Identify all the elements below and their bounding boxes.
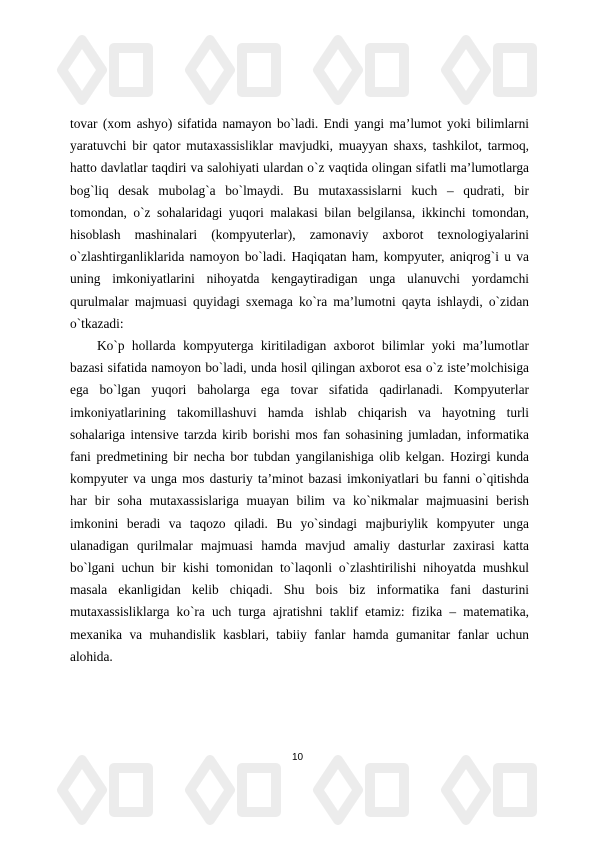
document-body [70,113,529,668]
paragraph-2: Ko`p hollarda kompyuterga kiritiladigan axborot bilimlar yoki ma’lumotlar bazasi sifatida namoyon bo`ladi, unda hosil qilingan axborot esa o`z iste’molchisiga ega bo`lgan yuqori baholarga ega tovar sifatida qadirlanadi. Kompyuterlar imkoniyatlarining takomillashuvi hamda ishlab chiqarish va hayotning turli sohalariga intensive tarzda kirib borishi mos fan sohasining jumladan, informatika fani predmetining bir necha bor tubdan yangilanishiga olib kelgan. Hozirgi kunda kompyuter va unga mos dasturiy ta’minot bazasi imkoniyatlari bu fanni o`qitishda har bir soha mutaxassislariga muayan bilim va ko`nikmalar majmuasini berish imkonini beradi va taqozo qiladi. Bu yo`sindagi majburiylik kompyuter unga ulanadigan qurilmalar majmuasi hamda mavjud amaliy dasturlar zaxirasi katta bo`lgani uchun bir kishi tomonidan to`laqonli o`zlashtirilishi nihoyatda mushkul masala ekanligidan kelib chiqadi. Shu bois biz informatika fani dasturini mutaxassisliklarga ko`ra uch turga ajratishni taklif etamiz: fizika – matematika, mexanika va muhandislik kasblari, tabiiy fanlar hamda gumanitar fanlar uchun alohida. [70,338,529,664]
page-number: 10 [291,752,304,763]
paragraph-1: tovar (xom ashyo) sifatida namayon bo`ladi. Endi yangi ma’lumot yoki bilimlarni yaratuvchi bir qator mutaxassisliklar mavjudki, muayyan shaxs, tashkilot, tarmoq, hatto davlatlar taqdiri va salohiyati ulardan o`z vaqtida olingan sifatli ma’lumotlarga bog`liq desak mubolag`a bo`lmaydi. Bu mutaxassislarni kuch – qudrati, bir tomondan, o`z sohalaridagi yuqori malakasi bilan belgilansa, ikkinchi tomondan, hisoblash mashinalari (kompyuterlar), zamonaviy axborot texnologiyalarini o`zlashtirganliklarida namoyon bo`ladi. Haqiqatan ham, kompyuter, aniqrog`i u va uning imkoniyatlarini nihoyatda kengaytiradigan unga ulanuvchi yordamchi qurulmalar majmuasi quyidagi sxemaga ko`ra ma’lumotni qayta ishlaydi, o`zidan o`tkazadi: [70,116,529,331]
